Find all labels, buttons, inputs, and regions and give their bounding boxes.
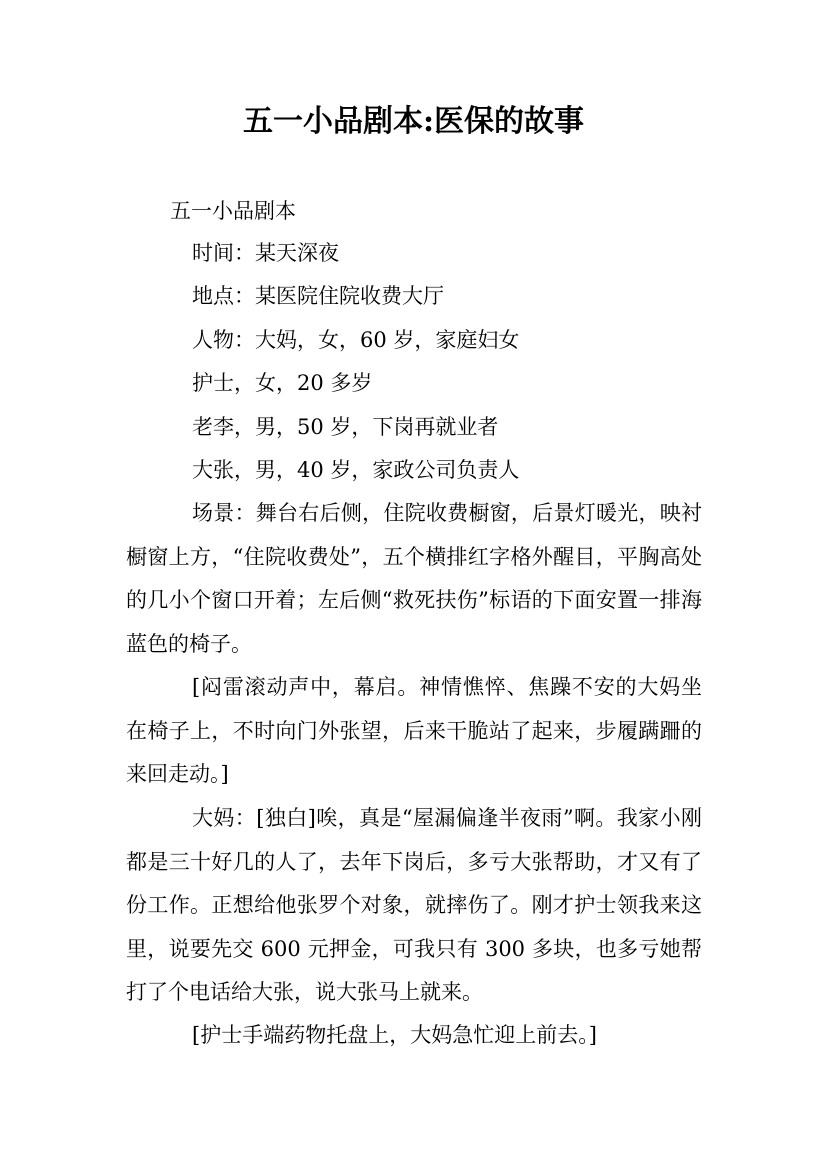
info-people-laoli: 老李，男，50 岁，下岗再就业者 [192, 415, 499, 439]
info-people-dazhang: 大张，男，40 岁，家政公司负责人 [192, 458, 520, 482]
info-people-nurse: 护士，女，20 多岁 [192, 371, 373, 395]
info-time: 时间：某天深夜 [192, 241, 339, 265]
stage-direction-paragraph: [闷雷滚动声中，幕启。神情憔悴、焦躁不安的大妈坐在椅子上，不时向门外张望，后来干脆站了起来，步履蹒跚的来回走动。] [126, 675, 702, 786]
stage-direction-paragraph-2: [护士手端药物托盘上，大妈急忙迎上前去。] [192, 1023, 597, 1047]
document-title: 五一小品剧本:医保的故事 [242, 104, 585, 139]
aunt-monologue-paragraph: 大妈：[独白]唉，真是“屋漏偏逢半夜雨”啊。我家小刚都是三十好几的人了，去年下岗后，多亏大张帮助，才又有了份工作。正想给他张罗个对象，就摔伤了。刚才护士领我来这里，说要先交 600 元押金，可我只有 300 多块，也多亏她帮打了个电话给大张，说大张马上就来。 [126, 806, 702, 1004]
scene-paragraph: 场景：舞台右后侧，住院收费橱窗，后景灯暖光，映衬橱窗上方，“住院收费处”，五个横排红字格外醒目，平胸高处的几小个窗口开着；左后侧“救死扶伤”标语的下面安置一排海蓝色的椅子。 [126, 501, 702, 656]
section-heading: 五一小品剧本 [170, 199, 296, 223]
info-people-aunt: 人物：大妈，女，60 岁，家庭妇女 [192, 328, 520, 352]
info-place: 地点：某医院住院收费大厅 [192, 284, 444, 308]
